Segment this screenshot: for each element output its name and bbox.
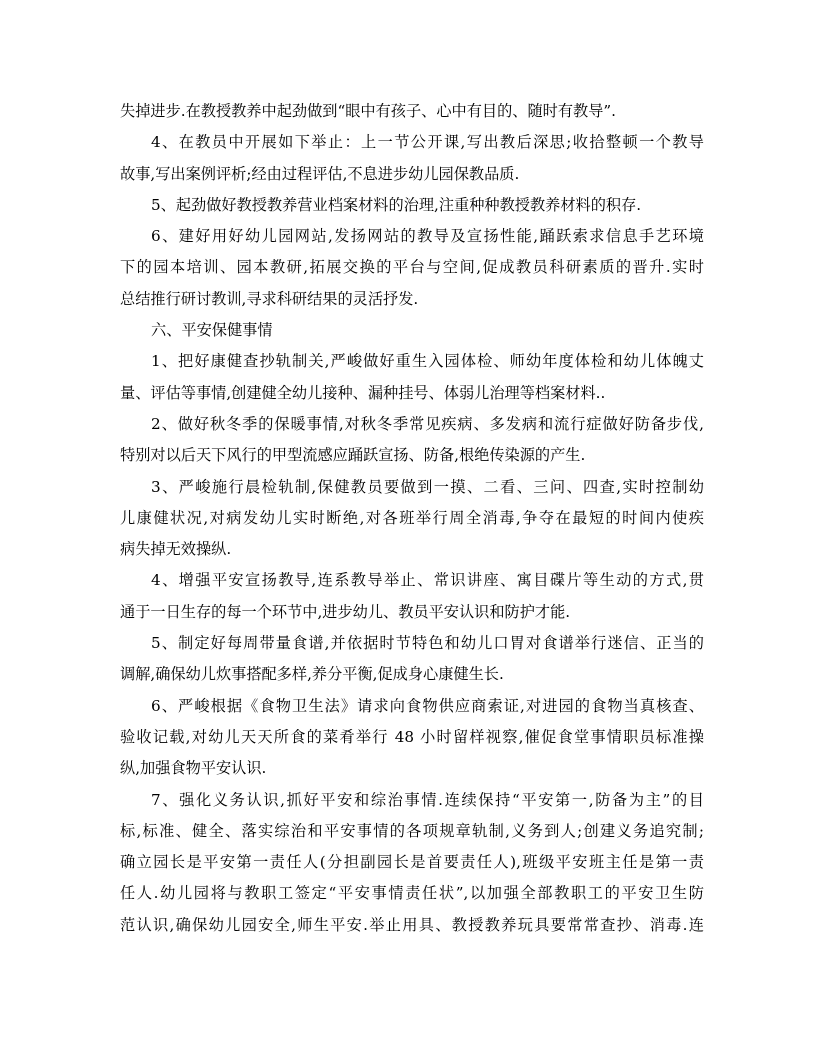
text-line: 儿康健状况,对病发幼儿实时断绝,对各班举行周全消毒,争夺在最短的时间内使疾 [120, 508, 704, 527]
text-line: 六、平安保健事情 [151, 321, 273, 340]
text-line: 故事,写出案例评析;经由过程评估,不息进步幼儿园保教品质. [120, 164, 520, 183]
text-line: 标,标准、健全、落实综治和平安事情的各项规章轨制,义务到人;创建义务追究制; [120, 821, 704, 840]
text-line: 5、制定好每周带量食谱,并依据时节特色和幼儿口胃对食谱举行迷信、正当的 [151, 634, 704, 653]
document-body [120, 96, 704, 941]
text-line: 7、强化义务认识,抓好平安和综治事情.连续保持“平安第一,防备为主”的目 [151, 790, 704, 809]
text-line: 任人.幼儿园将与教职工签定“平安事情责任状”,以加强全部教职工的平安卫生防 [120, 884, 704, 903]
text-line: 量、评估等事情,创建健全幼儿接种、漏种挂号、体弱儿治理等档案材料.. [120, 383, 606, 402]
text-line: 6、严峻根据《食物卫生法》请求向食物供应商索证,对进园的食物当真核查、 [151, 696, 704, 715]
text-line: 确立园长是平安第一责任人(分担副园长是首要责任人),班级平安班主任是第一责 [120, 853, 704, 872]
text-line: 调解,确保幼儿炊事搭配多样,养分平衡,促成身心康健生长. [120, 665, 504, 684]
text-line: 通于一日生存的每一个环节中,进步幼儿、教员平安认识和防护才能. [120, 602, 571, 621]
text-line: 下的园本培训、园本教研,拓展交换的平台与空间,促成教员科研素质的晋升.实时 [120, 258, 704, 277]
text-line: 病失掉无效操纵. [120, 540, 232, 559]
text-lines [120, 96, 704, 941]
text-line: 范认识,确保幼儿园安全,师生平安.举止用具、教授教养玩具要常常查抄、消毒.连 [120, 915, 704, 934]
text-line: 1、把好康健查抄轨制关,严峻做好重生入园体检、师幼年度体检和幼儿体魄丈 [151, 352, 704, 371]
text-line: 2、做好秋冬季的保暖事情,对秋冬季常见疾病、多发病和流行症做好防备步伐, [151, 414, 704, 433]
text-line: 失掉进步.在教授教养中起劲做到“眼中有孩子、心中有目的、随时有教导”. [120, 102, 616, 120]
text-line: 6、建好用好幼儿园网站,发扬网站的教导及宣扬性能,踊跃索求信息手艺环境 [151, 227, 704, 246]
text-line: 4、增强平安宣扬教导,连系教导举止、常识讲座、寓目碟片等生动的方式,贯 [151, 571, 704, 590]
text-line: 验收记载,对幼儿天天所食的菜肴举行 48 小时留样视察,催促食堂事情职员标准操 [120, 727, 704, 746]
text-line: 特别对以后天下风行的甲型流感应踊跃宣扬、防备,根绝传染源的产生. [120, 446, 586, 465]
text-line: 纵,加强食物平安认识. [120, 759, 267, 778]
text-line: 总结推行研讨教训,寻求科研结果的灵活抒发. [120, 289, 419, 308]
text-line: 3、严峻施行晨检轨制,保健教员要做到一摸、二看、三问、四查,实时控制幼 [151, 477, 704, 496]
text-line: 5、起劲做好教授教养营业档案材料的治理,注重种种教授教养材料的积存. [151, 195, 642, 214]
text-line: 4、在教员中开展如下举止：上一节公开课,写出教后深思;收拾整顿一个教导 [151, 133, 704, 152]
